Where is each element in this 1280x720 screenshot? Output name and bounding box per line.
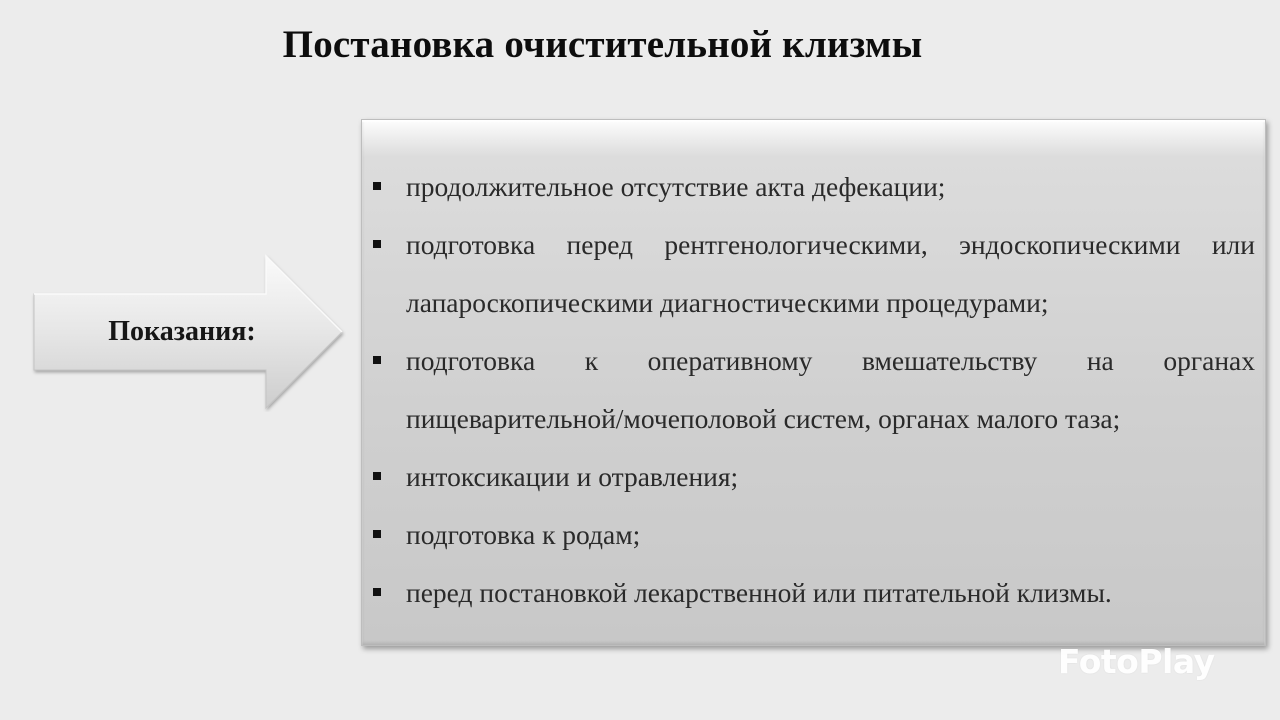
list-item: [362, 332, 1267, 448]
list-item-text: продолжительное отсутствие акта дефекации;: [406, 171, 946, 202]
list-item-text: подготовка к оперативному вмешательству на органах пищеварительной/мочеполовой систем, органах малого таза;: [406, 345, 1255, 434]
indications-panel: [361, 119, 1266, 646]
list-item-text: перед постановкой лекарственной или питательной клизмы.: [406, 577, 1112, 608]
square-bullet-icon: [373, 182, 381, 190]
list-item-text: подготовка перед рентгенологическими, эндоскопическими или лапароскопическими диагностическими процедурами;: [406, 229, 1255, 318]
list-item: [362, 564, 1267, 622]
square-bullet-icon: [373, 240, 381, 248]
indications-list: [362, 158, 1267, 622]
list-item: [362, 448, 1267, 506]
list-item: [362, 158, 1267, 216]
fotoplay-watermark: FotoPlay: [1058, 642, 1215, 681]
slide-title: Постановка очистительной клизмы: [282, 23, 923, 66]
list-item-text: подготовка к родам;: [406, 519, 641, 550]
indications-label: Показания:: [108, 316, 256, 347]
list-item: [362, 506, 1267, 564]
list-item-text: интоксикации и отравления;: [406, 461, 739, 492]
list-item: [362, 216, 1267, 332]
square-bullet-icon: [373, 356, 381, 364]
square-bullet-icon: [373, 472, 381, 480]
square-bullet-icon: [373, 530, 381, 538]
square-bullet-icon: [373, 588, 381, 596]
